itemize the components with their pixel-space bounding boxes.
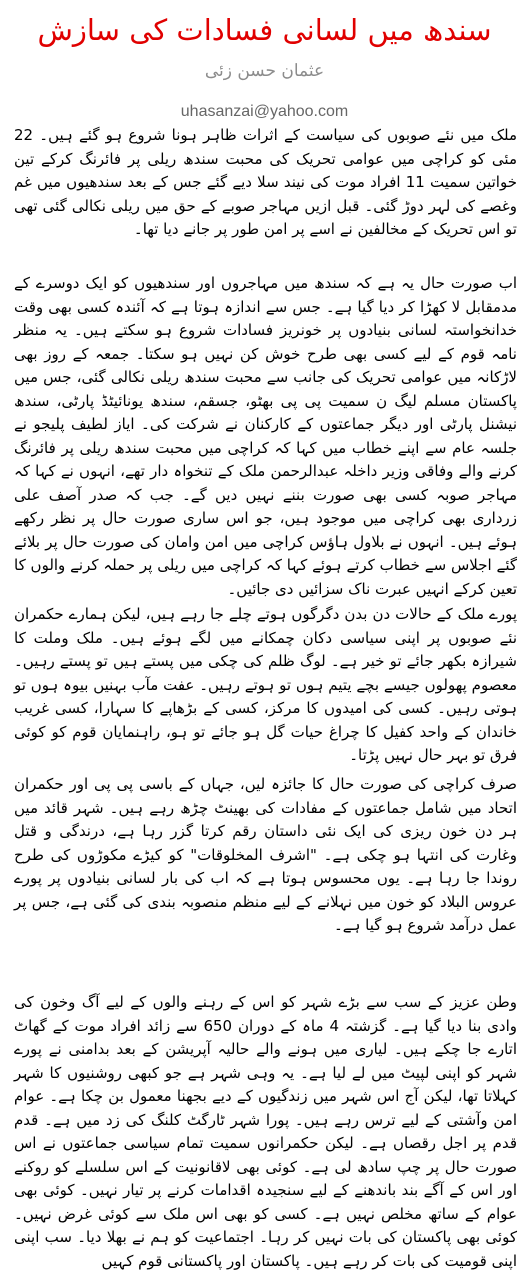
paragraph-5: وطن عزیز کے سب سے بڑے شہر کو اس کے رہنے والوں کے لیے آگ وخون کی وادی بنا دیا گیا ہے۔ گزشتہ 4 ماہ کے دوران 650 سے زائد افراد موت کے گھاٹ اتارے جا چکے ہیں۔ لیاری میں ہونے والے حالیہ آپریشن کے بعد بدامنی نے پورے شہر کو اپنی لپیٹ میں لے لیا ہے۔ یہ وہی شہر ہے جو کبھی روشنیوں کا شہر کہلاتا تھا، لیکن آج اس شہر میں زندگیوں کے دیے بجھنا معمول بن چکا ہے۔ عوام امن وآشتی کے لیے ترس رہے ہیں۔ پورا شہر ٹارگٹ کلنگ کی زد میں ہے۔ قدم قدم پر اجل رقصاں ہے۔ لیکن حکمرانوں سمیت تمام سیاسی جماعتوں نے اس صورت حال پر چپ سادھ لی ہے۔ کوئی بھی لاقانونیت کے اس سلسلے کو روکنے اور اس کے آگے بند باندھنے کے لیے سنجیدہ اقدامات کرنے پر تیار نہیں۔ کوئی بھی عوام کے ساتھ مخلص نہیں ہے۔ کسی کو بھی اس ملک سے کوئی غرض نہیں۔ کوئی بھی پاکستان کی بات نہیں کر رہا۔ اجتماعیت کو ہم نے بھلا دیا۔ سب اپنی اپنی قومیت کی بات کر رہے ہیں۔ پاکستان اور پاکستانی قوم کہیں xyxy=(14,993,518,1270)
paragraph-3: پورے ملک کے حالات دن بدن دگرگوں ہوتے چلے جا رہے ہیں، لیکن ہمارے حکمران نئے صوبوں پر اپنی سیاسی دکان چمکانے میں لگے ہوئے ہیں۔ ملک وملت کا شیرازہ بکھر جائے تو خیر ہے۔ لوگ ظلم کی چکی میں پستے ہیں تو پستے رہیں۔ معصوم پھولوں جیسے بچے یتیم ہوں تو ہوتے رہیں۔ عفت مآب بہنیں بیوہ ہوں تو ہوتی رہیں۔ کسی کی امیدوں کا مرکز، کسی کے بڑھاپے کا سہارا، کسی غریب خاندان کے واحد کفیل کا چراغ حیات گل ہو جائے تو ہو، راہنمایان قوم کو کوئی فرق تو بہر حال نہیں پڑتا۔ xyxy=(14,605,517,764)
article-title: سندھ میں لسانی فسادات کی سازش xyxy=(37,13,492,47)
author-email[interactable]: uhasanzai@yahoo.com xyxy=(180,103,349,120)
author-name: عثمان حسن زئی xyxy=(204,61,325,81)
paragraph-1: ملک میں نئے صوبوں کی سیاست کے اثرات ظاہر ہونا شروع ہو گئے ہیں۔ 22 مئی کو کراچی میں عوامی تحریک کی محبت سندھ ریلی پر فائرنگ کرکے تین خواتین سمیت 11 افراد موت کی نیند سلا دیے گئے جس کے بعد سندھیوں میں غم وغصے کی لہر دوڑ گئی۔ قبل ازیں مہاجر صوبے کے حق میں ریلی نکالی گئی تھی تو اس تحریک کے مخالفین نے اسے پر امن طور پر جانے دیا تھا۔ xyxy=(14,126,517,238)
paragraph-2: اب صورت حال یہ ہے کہ سندھ میں مہاجروں اور سندھیوں کو ایک دوسرے کے مدمقابل لا کھڑا کر دیا گیا ہے۔ جس سے اندازہ ہوتا ہے کہ آئندہ کسی بھی وقت خدانخواستہ لسانی بنیادوں پر خونریز فسادات شروع ہو سکتے ہیں۔ یہ منظر نامہ قوم کے لیے کسی بھی طرح خوش کن نہیں ہو سکتا۔ جمعہ کے روز بھی لاڑکانہ میں عوامی تحریک کی جانب سے محبت سندھ ریلی نکالی گئی، جس میں پاکستان مسلم لیگ ن سمیت پی پی بھٹو، جسقم، سندھ یونائیٹڈ پارٹی، سندھ نیشنل پارٹی اور دیگر جماعتوں کے کارکنان نے شرکت کی۔ ایاز لطیف پلیجو نے جلسہ عام سے اپنے خطاب میں کہا کہ کراچی میں محبت سندھ ریلی پر فائرنگ کرنے والے وفاقی وزیر داخلہ عبدالرحمن ملک کے تنخواہ دار تھے، انہوں نے کہا کہ مہاجر صوبہ کسی بھی صورت بننے نہیں دیں گے۔ جب کہ صدر آصف علی زرداری بھی کراچی میں موجود ہیں، جو اس ساری صورت حال پر نظر رکھے ہوئے ہیں۔ انہوں نے بلاول ہاؤس کراچی میں امن وامان کی صورت حال پر بلائے گئے اجلاس سے خطاب کرتے ہوئے کہا کہ کراچی میں ریلی پر حملہ کرنے والوں کا تعین کرکے انہیں عبرت ناک سزائیں دی جائیں۔ xyxy=(14,274,517,598)
paragraph-4: صرف کراچی کی صورت حال کا جائزہ لیں، جہاں کے باسی پی پی اور حکمران اتحاد میں شامل جماعتوں کے مفادات کی بھینٹ چڑھ رہے ہیں۔ شہر قائد میں ہر دن خون ریزی کی ایک نئی داستان رقم کرتا گزر رہا ہے، درندگی و قتل وغارت کی انتہا ہو چکی ہے۔ "اشرف المخلوقات" کو کیڑے مکوڑوں کی طرح روندا جا رہا ہے۔ یوں محسوس ہوتا ہے کہ اب کی بار لسانی بنیادوں پر پورے عروس البلاد کو خون میں نہلانے کے لیے منظم منصوبہ بندی کی گئی ہے، جس پر عمل درآمد شروع ہو گیا ہے۔ xyxy=(14,775,517,934)
